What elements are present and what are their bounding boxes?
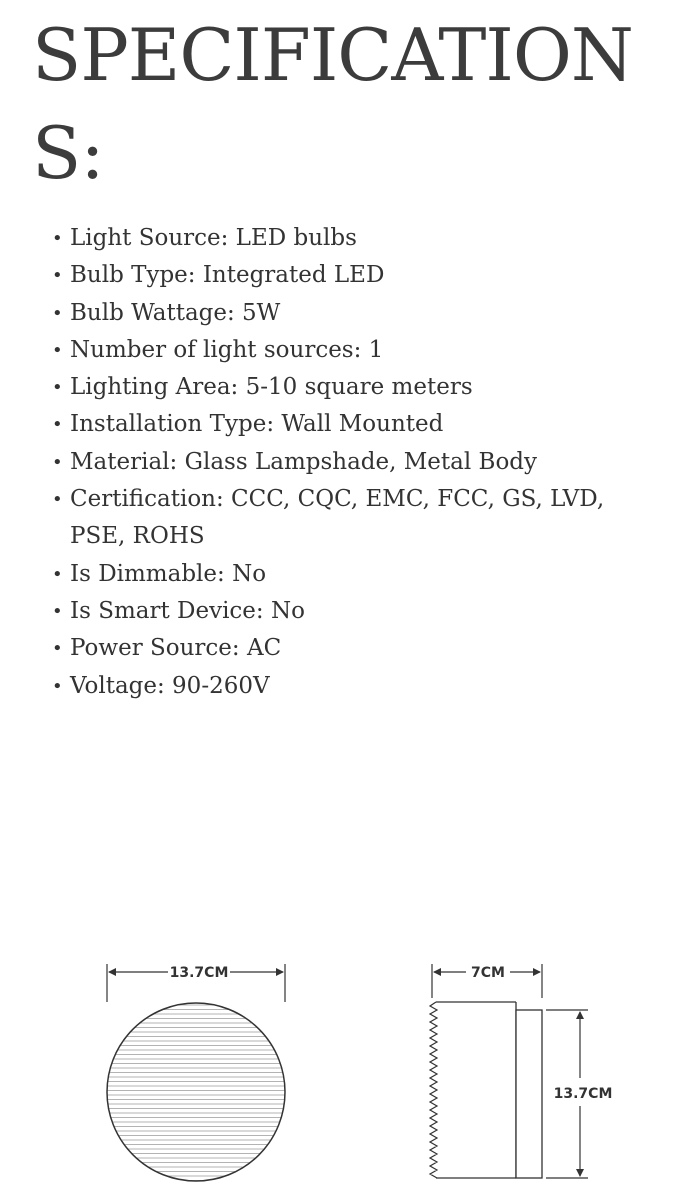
dimension-diagrams [0, 950, 687, 1200]
spec-text: Number of light sources: 1 [70, 336, 384, 363]
spec-text: Certification: CCC, CQC, EMC, FCC, GS, LVD, PSE, ROHS [70, 486, 605, 550]
bullet-icon: • [52, 228, 63, 249]
bullet-icon: • [52, 563, 63, 585]
spec-text: Is Smart Device: No [70, 597, 305, 624]
spec-text: Bulb Type: Integrated LED [70, 262, 385, 289]
list-item [0, 593, 660, 630]
list-item [0, 332, 660, 369]
side-height-label: 13.7CM [553, 1086, 613, 1102]
side-depth-label: 7CM [471, 965, 505, 981]
bullet-icon: • [52, 302, 63, 324]
list-item [0, 257, 660, 294]
bullet-icon: • [52, 414, 63, 436]
list-item [0, 444, 660, 481]
spec-text: Power Source: AC [70, 635, 282, 662]
list-item [0, 369, 660, 406]
bullet-icon: • [52, 265, 63, 287]
list-item [0, 668, 660, 705]
bullet-icon: • [52, 489, 63, 511]
bullet-icon: • [52, 451, 63, 473]
front-width-label: 13.7CM [169, 965, 229, 981]
spec-text: Voltage: 90-260V [70, 672, 270, 699]
list-item [0, 481, 660, 556]
list-item [0, 295, 660, 332]
bullet-icon: • [52, 600, 63, 622]
list-item [0, 406, 660, 443]
spec-text: Bulb Wattage: 5W [70, 299, 281, 326]
list-item [0, 556, 660, 593]
bullet-icon: • [52, 638, 63, 660]
spec-text: Lighting Area: 5-10 square meters [70, 374, 473, 401]
glass-wavy-edge [430, 1002, 437, 1178]
list-item [0, 630, 660, 667]
specification-list [0, 220, 660, 705]
bullet-icon: • [52, 377, 63, 399]
spec-text: Is Dimmable: No [70, 560, 267, 587]
spec-text: Installation Type: Wall Mounted [70, 411, 444, 438]
page-title: SPECIFICATIONS: [32, 13, 633, 195]
front-view [105, 964, 287, 1184]
metal-body [516, 1010, 542, 1178]
list-item [0, 220, 660, 257]
spec-text: Light Source: LED bulbs [70, 225, 357, 251]
side-view [430, 964, 612, 1178]
dimension-drawing [0, 950, 687, 1200]
bullet-icon: • [52, 339, 63, 361]
spec-text: Material: Glass Lampshade, Metal Body [70, 448, 538, 475]
bullet-icon: • [52, 675, 63, 697]
